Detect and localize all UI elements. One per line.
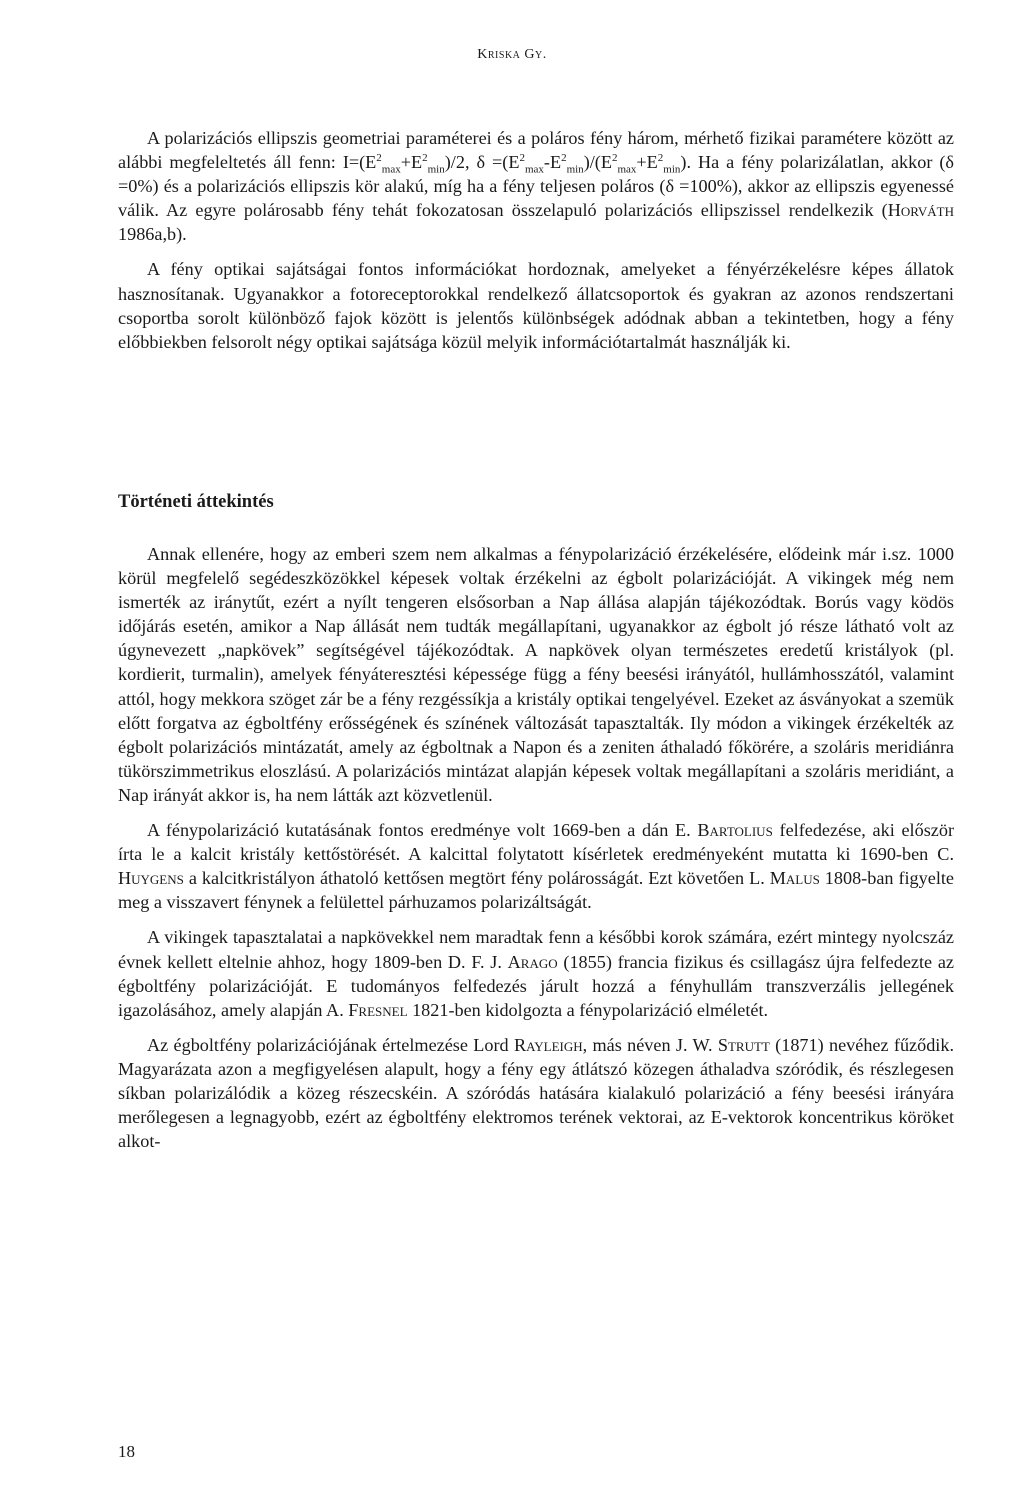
paragraph-optical-properties: A fény optikai sajátságai fontos információkat hordoznak, amelyeket a fényérzékelésre képes állatok hasznosítanak. Ugyanakkor a fotoreceptorokkal rendelkező állatcsoportok és gyakran az azonos rendszertani csoportba sorolt különböző fajok között is jelentős különbségek adódnak abban a tekintetben, hogy a fény előbbiekben felsorolt négy optikai sajátsága közül melyik információtartalmát használják ki. (118, 259, 954, 352)
paragraph-vikings: Annak ellenére, hogy az emberi szem nem alkalmas a fénypolarizáció érzékelésére, elődeink már i.sz. 1000 körül megfelelő segédeszközökkel képesek voltak érzékelni az égbolt polarizációját. A vikingek még nem ismerték az iránytűt, ezért a nyílt tengeren elsősorban a Nap állása alapján tájékozódtak. Borús vagy ködös időjárás esetén, amikor a Nap állását nem tudták megállapítani, ugyanakkor az égbolt jó része látható volt az úgynevezett „napkövek” segítségével tájékozódtak. A napkövek olyan természetes eredetű kristályok (pl. kordierit, turmalin), amelyek fényáteresztési képessége függ a fény beesési irányától, hullámhosszától, valamint attól, hogy mekkora szöget zár be a fény rezgéssíkja a kristály optikai tengelyével. Ezeket az ásványokat a szemük előtt forgatva az égboltfény erősségének és színének változását tapasztalták. Ily módon a vikingek érzékelték az égbolt polarizációs mintázatát, amely az égboltnak a Napon és a zeniten áthaladó főkörére, a szoláris meridiánra tükörszimmetrikus eloszlású. A polarizációs mintázat alapján képesek voltak megállapítani a szoláris meridiánt, a Nap irányát akkor is, ha nem látták azt közvetlenül. (118, 544, 954, 805)
paragraph-arago: A vikingek tapasztalatai a napkövekkel nem maradtak fenn a későbbi korok számára, ezért mintegy nyolcszáz évnek kellett eltelnie ahhoz, hogy 1809-ben D. F. J. Arago (1855) francia fizikus és csillagász újra felfedezte az égboltfény polarizációját. E tudományos felfedezés járult hozzá a fényhullám transzverzális jellegének igazolásához, amely alapján A. Fresnel 1821-ben kidolgozta a fénypolarizáció elméletét. (118, 927, 955, 1020)
running-header: Kriska Gy. (477, 47, 547, 62)
paragraph-polarization-ellipse: A polarizációs ellipszis geometriai paraméterei és a poláros fény három, mérhető fizikai paramétere között az alábbi megfeleltetés áll fenn: $I=(E^2_{max}+E^2_{min})/2$, $\delta =(E^2_{max}-E^2_{min})/(E^2_{max}+E^2_{min})$. Ha a fény polarizálatlan, akkor (δ =0%) és a polarizációs ellipszis kör alakú, míg ha a fény teljesen poláros (δ =100%), akkor az ellipszis egyenessé válik. Az egyre polárosabb fény tehát fokozatosan összelapuló polarizációs ellipszissel rendelkezik (Horváth 1986a,b). (118, 128, 954, 245)
section-heading: Történeti áttekintés (118, 492, 274, 512)
history-text (118, 542, 954, 1164)
citation-author: Horváth (887, 200, 954, 221)
paragraph-bartolius: A fénypolarizáció kutatásának fontos eredménye volt 1669-ben a dán E. Bartolius felfedezése, aki először írta le a kalcit kristály kettőstörését. A kalcittal folytatott kísérletek eredményeként mutatta ki 1690-ben C. Huygens a kalcitkristályon áthatoló kettősen megtört fény polárosságát. Ezt követően L. Malus 1808-ban figyelte meg a visszavert fénynek a felülettel párhuzamos polarizáltságát. (118, 820, 954, 913)
page-number: 18 (118, 1442, 135, 1461)
intro-text (118, 126, 954, 365)
paragraph-rayleigh: Az égboltfény polarizációjának értelmezése Lord Rayleigh, más néven J. W. Strutt (1871) nevéhez fűződik. Magyarázata azon a megfigyelésen alapult, hogy a fény egy átlátszó közegen áthaladva szóródik, és részlegesen síkban polarizálódik a közeg részecskéin. A szóródás hatására kialakuló polarizáció a fény beesési irányára merőlegesen a legnagyobb, ezért az égboltfény elektromos terének vektorai, az E-vektorok koncentrikus köröket alkot- (118, 1034, 954, 1152)
